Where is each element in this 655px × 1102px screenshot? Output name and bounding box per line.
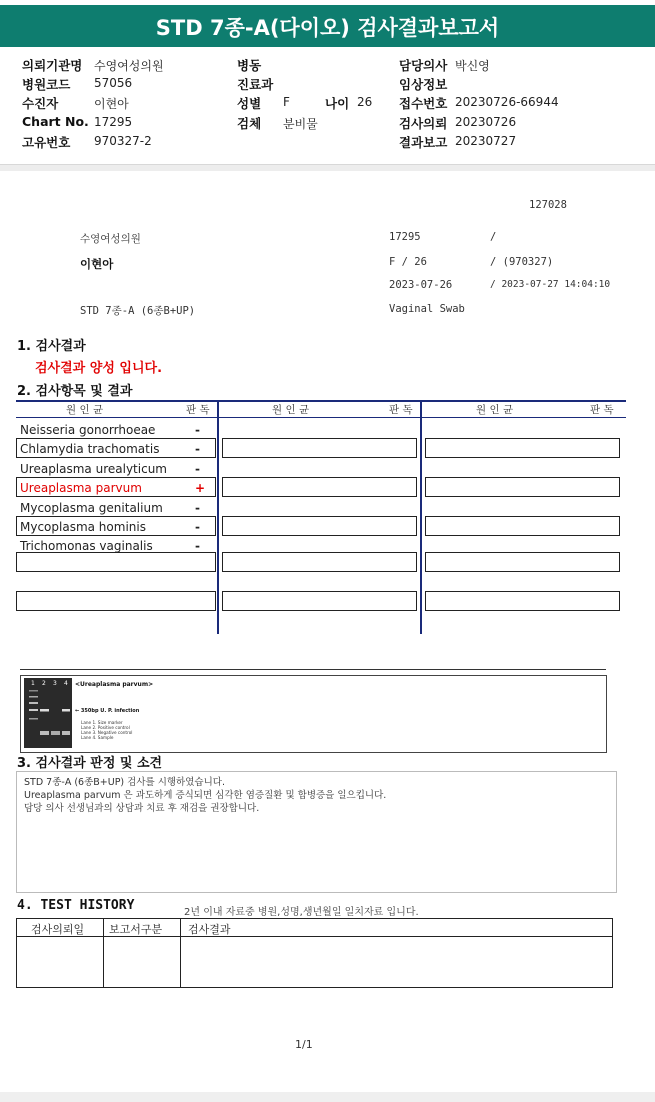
section3-title: 3. 검사결과 판정 및 소견 bbox=[17, 756, 163, 771]
gel-legend-item: Lane 1. Size marker bbox=[81, 720, 123, 725]
empty-cell-box bbox=[16, 552, 216, 572]
form-sex-age: F / 26 bbox=[389, 256, 427, 268]
organism-name: Ureaplasma urealyticum bbox=[20, 462, 167, 476]
column-header-organism: 원 인 균 bbox=[66, 404, 104, 416]
opinion-line: STD 7종-A (6종B+UP) 검사를 시행하였습니다. bbox=[24, 777, 225, 788]
organism-result: - bbox=[195, 520, 200, 534]
form-specimen: Vaginal Swab bbox=[389, 303, 465, 315]
age-value: 26 bbox=[357, 95, 373, 109]
report-title: STD 7종-A(다이오) 검사결과보고서 bbox=[0, 5, 655, 47]
header-label: 고유번호 bbox=[22, 135, 71, 150]
organism-name: Mycoplasma genitalium bbox=[20, 501, 163, 515]
page-number: 1/1 bbox=[295, 1038, 313, 1051]
header-label: Chart No. bbox=[22, 114, 89, 129]
header-label: 임상정보 bbox=[399, 77, 448, 92]
table-divider-1 bbox=[217, 400, 219, 634]
primer-band bbox=[62, 731, 70, 735]
opinion-box bbox=[16, 771, 617, 893]
footer-bar bbox=[0, 1092, 655, 1102]
empty-cell-box bbox=[222, 516, 417, 536]
column-header-organism: 원 인 균 bbox=[476, 404, 514, 416]
section4-title: 4. TEST HISTORY bbox=[17, 898, 135, 913]
form-request-date: 2023-07-26 bbox=[389, 279, 453, 291]
header-value: F bbox=[283, 95, 290, 109]
section1-title: 1. 검사결과 bbox=[17, 339, 86, 354]
organism-name: Chlamydia trachomatis bbox=[20, 442, 160, 456]
empty-cell-box bbox=[425, 591, 620, 611]
header-value: 분비물 bbox=[283, 117, 318, 131]
section2-title: 2. 검사항목 및 결과 bbox=[17, 384, 133, 399]
header-value: 20230727 bbox=[455, 134, 517, 148]
gel-image-panel bbox=[20, 675, 607, 753]
history-header-row bbox=[17, 919, 612, 937]
column-header-organism: 원 인 균 bbox=[272, 404, 310, 416]
header-value: 20230726-66944 bbox=[455, 95, 559, 109]
header-label: 성별 bbox=[237, 96, 262, 111]
sample-band bbox=[62, 709, 70, 712]
history-col-divider bbox=[103, 919, 104, 987]
marker-band bbox=[29, 696, 38, 698]
header-value: 박신영 bbox=[455, 59, 490, 73]
opinion-line: Ureaplasma parvum 은 과도하게 증식되면 심각한 염증질환 및 합병증을 일으킵니다. bbox=[24, 790, 387, 801]
organism-result: - bbox=[195, 462, 200, 476]
header-label: 진료과 bbox=[237, 77, 274, 92]
gel-separator bbox=[20, 669, 606, 670]
empty-cell-box bbox=[425, 438, 620, 458]
table-divider-2 bbox=[420, 400, 422, 634]
empty-cell-box bbox=[425, 516, 620, 536]
gel-lane-number: 3 bbox=[53, 680, 57, 687]
marker-band bbox=[29, 702, 38, 704]
history-table bbox=[16, 918, 613, 988]
empty-cell-box bbox=[222, 477, 417, 497]
gel-band-label: ← 350bp U. P. infection bbox=[75, 708, 140, 714]
gel-lane-number: 2 bbox=[42, 680, 46, 687]
section4-note: 2년 이내 자료중 병원,성명,생년월일 일치자료 입니다. bbox=[184, 907, 419, 918]
history-col-type: 보고서구분 bbox=[109, 923, 163, 936]
organism-name: Ureaplasma parvum bbox=[20, 481, 142, 495]
header-label: 담당의사 bbox=[399, 58, 448, 73]
header-label: 결과보고 bbox=[399, 135, 448, 150]
table-header-line bbox=[16, 417, 626, 418]
column-header-judgment: 판 독 bbox=[389, 404, 413, 416]
form-test-name: STD 7종-A (6종B+UP) bbox=[80, 305, 196, 317]
history-col-divider bbox=[180, 919, 181, 987]
gel-lane-number: 1 bbox=[31, 680, 35, 687]
opinion-line: 담당 의사 선생님과의 상담과 치료 후 재검을 권장합니다. bbox=[24, 803, 260, 814]
form-slash: / bbox=[490, 231, 497, 243]
organism-result: - bbox=[195, 423, 200, 437]
history-col-date: 검사의뢰일 bbox=[31, 923, 85, 936]
form-patient: 이현아 bbox=[80, 257, 114, 271]
organism-name: Mycoplasma hominis bbox=[20, 520, 146, 534]
gel-title: <Ureaplasma parvum> bbox=[75, 681, 154, 688]
header-label: 수진자 bbox=[22, 96, 59, 111]
table-top-line bbox=[16, 400, 626, 402]
header-label: 접수번호 bbox=[399, 96, 448, 111]
header-value: 17295 bbox=[94, 115, 133, 129]
form-hospital: 수영여성의원 bbox=[80, 233, 141, 245]
organism-result: + bbox=[195, 481, 206, 495]
organism-result: - bbox=[195, 501, 200, 515]
header-value: 이현아 bbox=[94, 97, 129, 111]
section1-result: 검사결과 양성 입니다. bbox=[35, 361, 163, 376]
organism-name: Neisseria gonorrhoeae bbox=[20, 423, 156, 437]
form-chart: 17295 bbox=[389, 231, 421, 243]
organism-name: Trichomonas vaginalis bbox=[20, 539, 153, 553]
gel-lane-number: 4 bbox=[64, 680, 68, 687]
column-header-judgment: 판 독 bbox=[590, 404, 614, 416]
header-value: 970327-2 bbox=[94, 134, 152, 148]
organism-result: - bbox=[195, 442, 200, 456]
empty-cell-box bbox=[16, 591, 216, 611]
header-label: 의뢰기관명 bbox=[22, 58, 83, 73]
primer-band bbox=[51, 731, 60, 735]
header-value: 수영여성의원 bbox=[94, 59, 164, 73]
header-separator bbox=[0, 164, 655, 171]
form-id: / (970327) bbox=[490, 256, 554, 268]
marker-band bbox=[29, 709, 38, 711]
gel-legend-item: Lane 2. Positive control bbox=[81, 725, 130, 730]
age-label: 나이 bbox=[325, 96, 350, 111]
gel-legend-item: Lane 3. Negative control bbox=[81, 730, 133, 735]
primer-band bbox=[40, 731, 49, 735]
gel-lane-background bbox=[24, 678, 72, 748]
form-code: 127028 bbox=[529, 199, 567, 211]
header-value: 57056 bbox=[94, 76, 133, 90]
header-label: 병동 bbox=[237, 58, 262, 73]
empty-cell-box bbox=[222, 591, 417, 611]
marker-band bbox=[29, 718, 38, 720]
form-report-datetime: / 2023-07-27 14:04:10 bbox=[490, 279, 611, 290]
header-label: 검체 bbox=[237, 116, 262, 131]
header-label: 병원코드 bbox=[22, 77, 71, 92]
empty-cell-box bbox=[425, 552, 620, 572]
empty-cell-box bbox=[222, 552, 417, 572]
column-header-judgment: 판 독 bbox=[186, 404, 210, 416]
empty-cell-box bbox=[425, 477, 620, 497]
header-label: 검사의뢰 bbox=[399, 116, 448, 131]
gel-electrophoresis-image bbox=[21, 676, 604, 750]
gel-legend-item: Lane 4. Sample bbox=[81, 735, 114, 740]
marker-band bbox=[29, 690, 38, 692]
header-value: 20230726 bbox=[455, 115, 517, 129]
positive-control-band bbox=[40, 709, 49, 712]
empty-cell-box bbox=[222, 438, 417, 458]
history-col-result: 검사결과 bbox=[188, 923, 231, 936]
organism-result: - bbox=[195, 539, 200, 553]
